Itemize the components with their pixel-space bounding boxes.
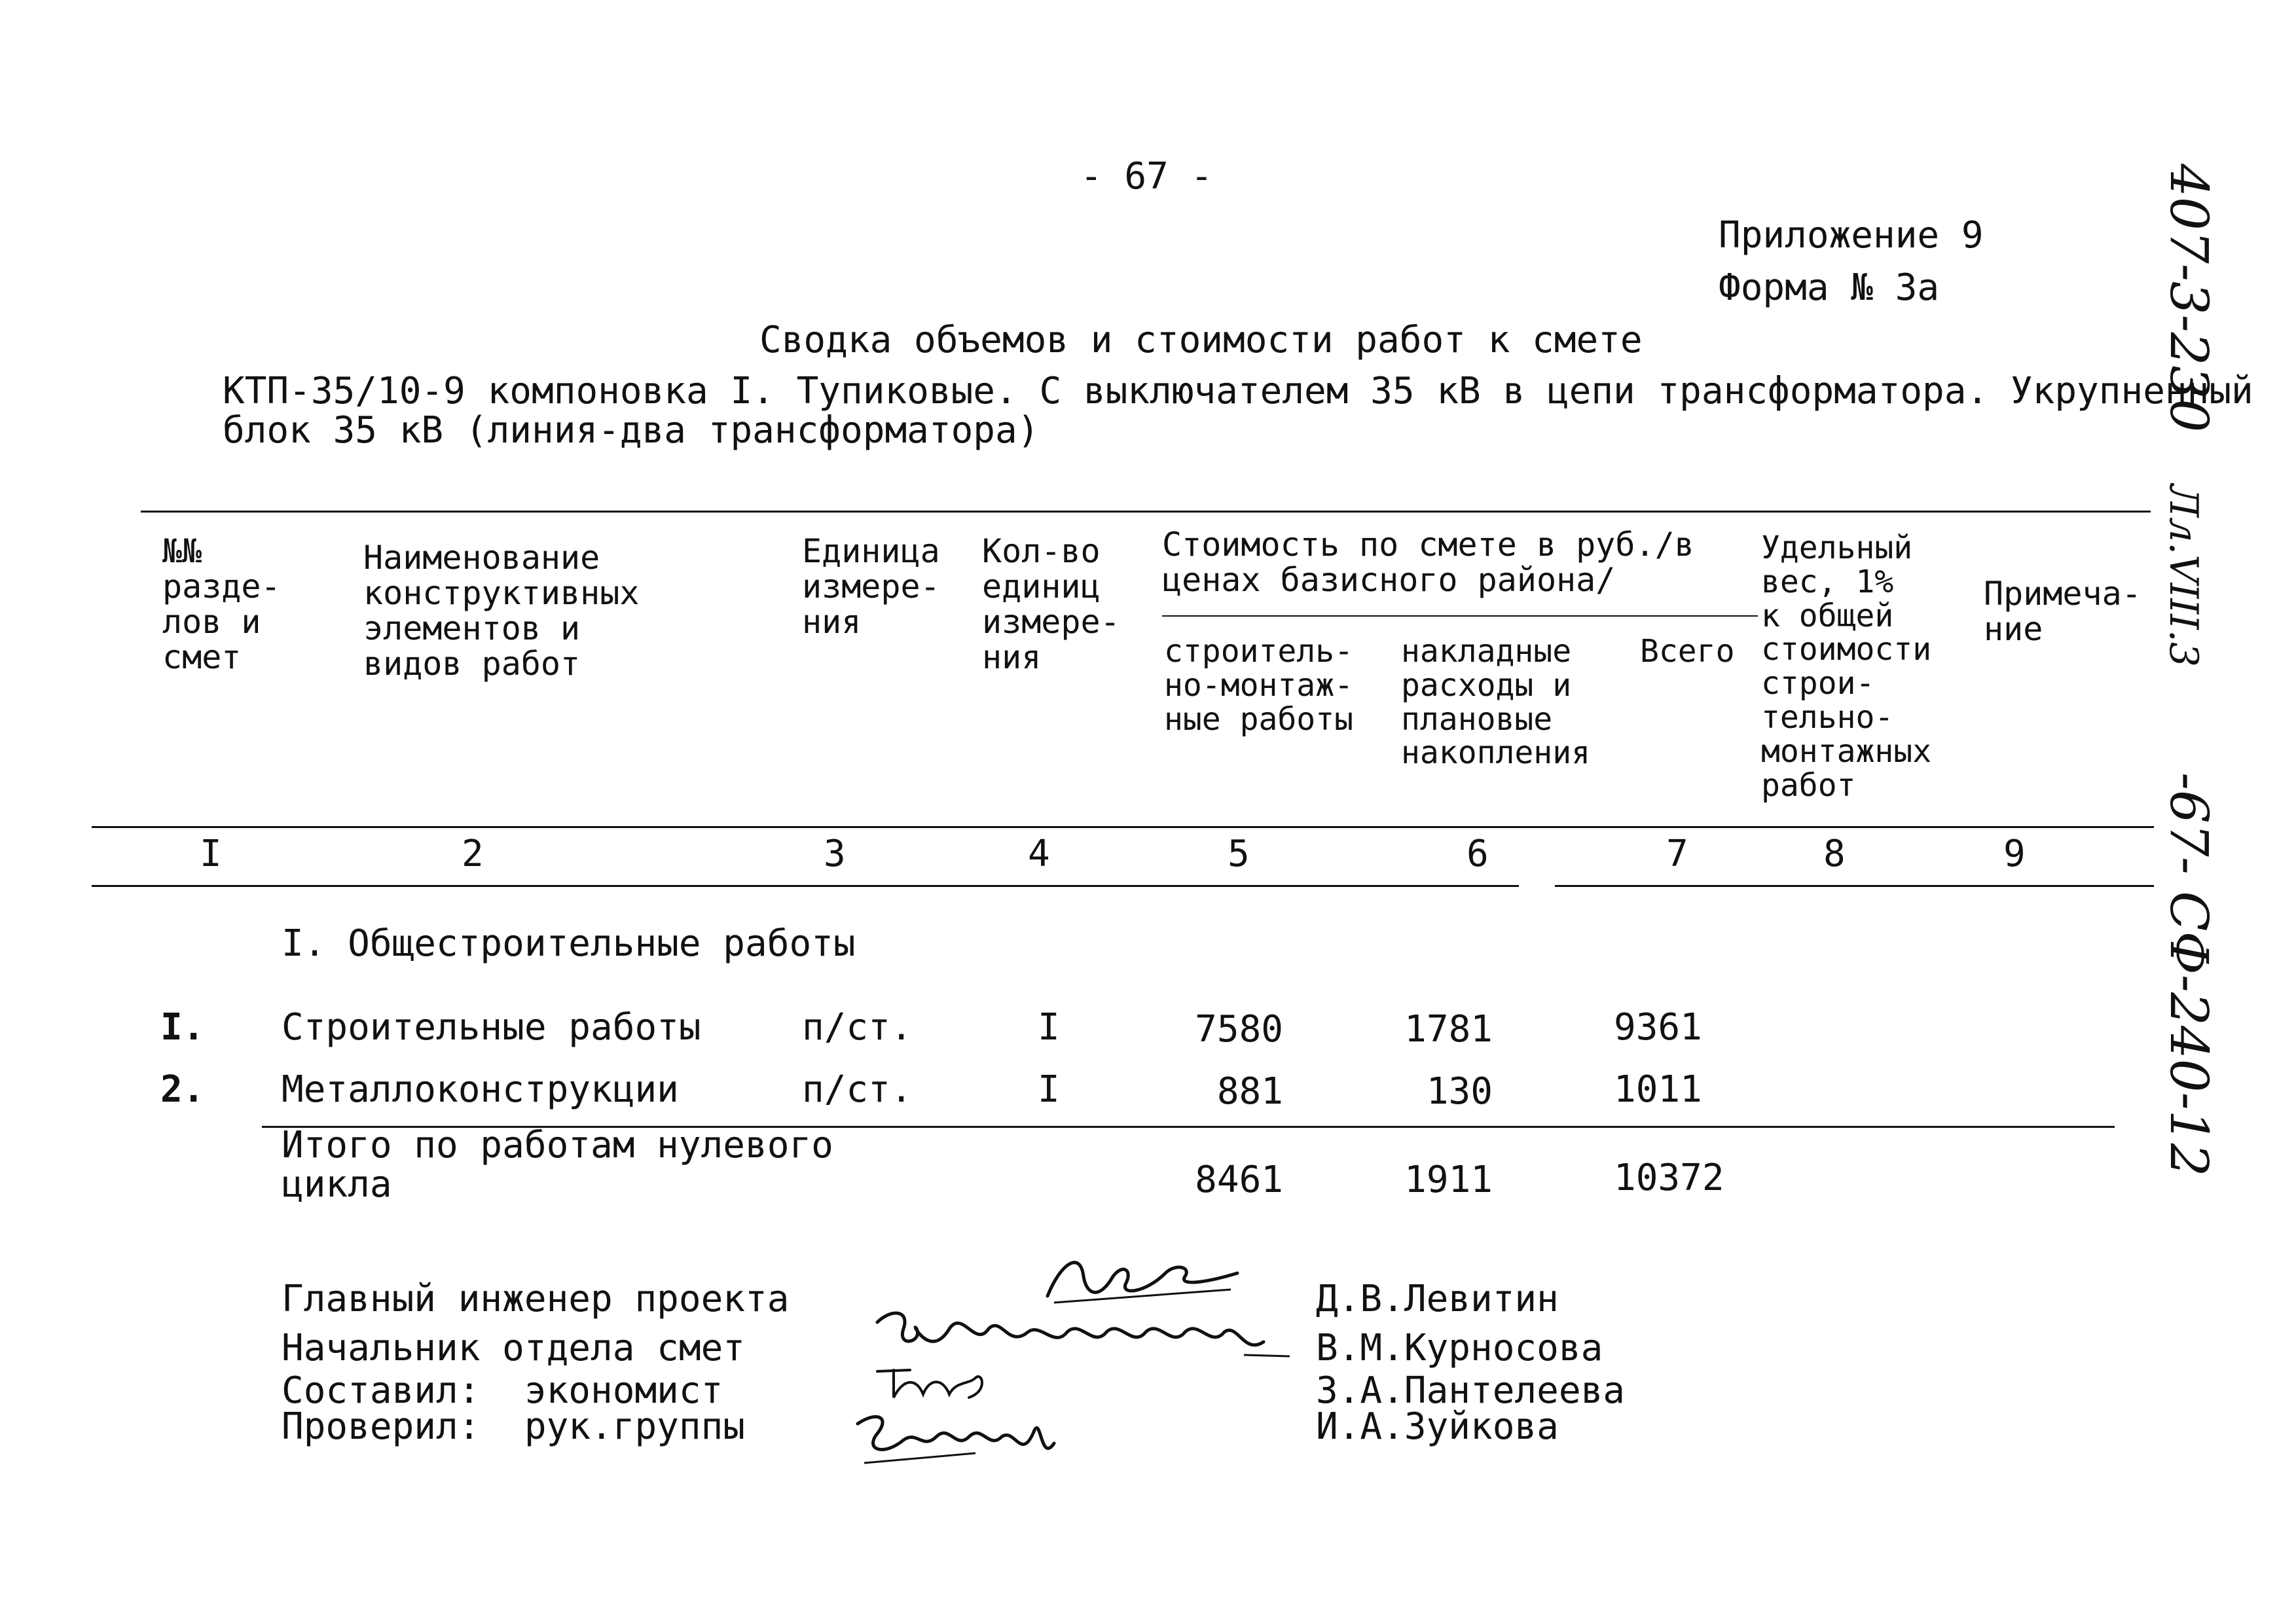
row-2-total: 1011 <box>1614 1068 1702 1111</box>
appendix-label: Приложение 9 <box>1719 214 1984 257</box>
row-2-overhead: 130 <box>1426 1070 1493 1113</box>
section-title: I. Общестроительные работы <box>282 922 856 965</box>
header-share: Удельный вес, 1% к общей стоимости строи- тельно- монтажных работ <box>1761 530 1932 804</box>
row-2-number: 2. <box>160 1068 205 1111</box>
side-code-sheet: Лл.VIII.3 <box>2160 484 2206 668</box>
header-cost-group: Стоимость по смете в руб./в ценах базисного района/ <box>1162 526 1694 599</box>
side-code-bottom: -67- СФ-240-12 <box>2159 772 2219 1177</box>
signature-name-chief-engineer: Д.В.Левитин <box>1316 1278 1559 1320</box>
row-1-unit: п/ст. <box>802 1006 913 1049</box>
header-overhead: накладные расходы и плановые накопления <box>1401 633 1590 772</box>
column-number-7: 7 <box>1666 833 1688 875</box>
cost-group-rule <box>1162 615 1758 617</box>
row-2-construction-cost: 881 <box>1216 1070 1283 1113</box>
row-1-overhead: 1781 <box>1404 1008 1493 1051</box>
table-top-rule <box>141 511 2151 513</box>
document-title: Сводка объемов и стоимости работ к смете <box>759 319 1643 361</box>
header-quantity: Кол-во единиц измере- ния <box>982 532 1120 676</box>
header-bottom-rule <box>92 826 2154 828</box>
handwritten-signature-zuikova <box>845 1404 1074 1476</box>
row-2-unit: п/ст. <box>802 1068 913 1111</box>
row-1-qty: I <box>1038 1006 1060 1049</box>
signature-name-compiler: З.А.Пантелеева <box>1316 1369 1626 1412</box>
document-subtitle-line1: КТП-35/10-9 компоновка I. Тупиковые. С выключателем 35 кВ в цепи трансформатора. Укрупненный <box>223 370 2253 412</box>
handwritten-signature-panteleeva <box>871 1358 1002 1411</box>
colnum-rule-right <box>1555 885 2154 887</box>
column-number-4: 4 <box>1028 833 1050 875</box>
page-number: - 67 - <box>1080 155 1213 198</box>
row-1-construction-cost: 7580 <box>1195 1008 1283 1051</box>
subtotal-construction-cost: 8461 <box>1195 1159 1283 1201</box>
header-section-number: №№ разде- лов и смет <box>162 532 281 676</box>
form-label: Форма № 3а <box>1719 266 1940 309</box>
signature-name-estimates-head: В.М.Курносова <box>1316 1327 1603 1369</box>
column-number-5: 5 <box>1228 833 1250 875</box>
signature-role-checker: Проверил: рук.группы <box>282 1405 746 1448</box>
column-number-9: 9 <box>2003 833 2026 875</box>
document-subtitle-line2: блок 35 кВ (линия-два трансформатора) <box>223 409 1040 452</box>
column-number-1: I <box>200 833 222 875</box>
signature-name-checker: И.А.Зуйкова <box>1316 1405 1559 1448</box>
header-total: Всего <box>1640 633 1735 670</box>
row-2-name: Металлоконструкции <box>282 1068 679 1111</box>
row-1-number: I. <box>160 1006 205 1049</box>
row-2-qty: I <box>1038 1068 1060 1111</box>
column-number-8: 8 <box>1823 833 1846 875</box>
header-note: Примеча- ние <box>1984 575 2141 648</box>
header-unit: Единица измере- ния <box>802 532 940 641</box>
side-code-top: 407-3-230 <box>2159 164 2219 433</box>
signature-role-compiler: Составил: экономист <box>282 1369 723 1412</box>
signature-role-chief-engineer: Главный инженер проекта <box>282 1278 790 1320</box>
subtotal-overhead: 1911 <box>1404 1159 1493 1201</box>
header-construction-cost: строитель- но-монтаж- ные работы <box>1164 633 1353 738</box>
header-item-name: Наименование конструктивных элементов и видов работ <box>363 539 640 683</box>
subtotal-label: Итого по работам нулевого цикла <box>282 1124 833 1206</box>
row-1-name: Строительные работы <box>282 1006 701 1049</box>
subtotal-total: 10372 <box>1614 1157 1724 1199</box>
signature-role-estimates-head: Начальник отдела смет <box>282 1327 746 1369</box>
row-1-total: 9361 <box>1614 1006 1702 1049</box>
colnum-rule-left <box>92 885 1519 887</box>
column-number-3: 3 <box>824 833 846 875</box>
column-number-6: 6 <box>1467 833 1489 875</box>
column-number-2: 2 <box>462 833 484 875</box>
